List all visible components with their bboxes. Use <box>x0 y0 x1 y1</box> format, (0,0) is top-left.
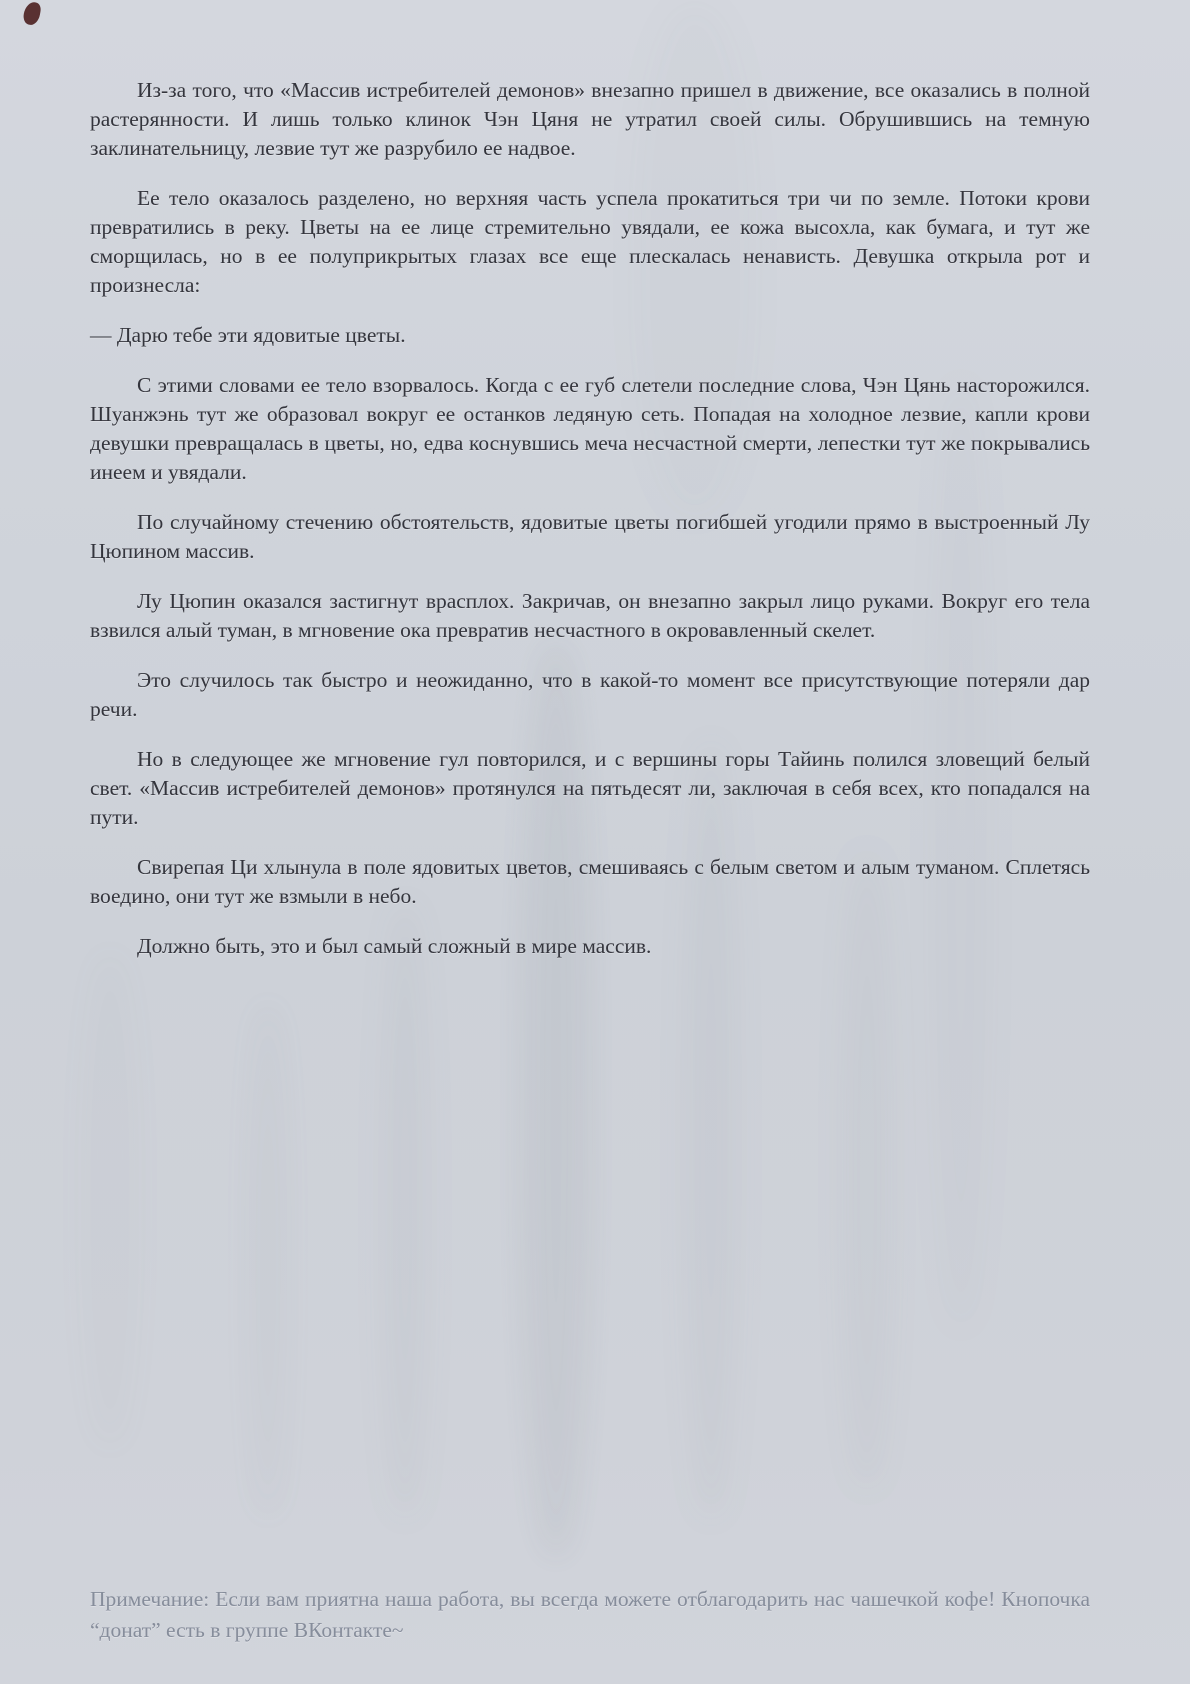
background-streak <box>80 950 140 1450</box>
paragraph: Лу Цюпин оказался застигнут врасплох. Закричав, он внезапно закрыл лицо руками. Вокруг его тела взвился алый туман, в мгновение ока превратив несчастного в окровавленный скелет. <box>90 589 1090 642</box>
paragraph: По случайному стечению обстоятельств, ядовитые цветы погибшей угодили прямо в выстроенный Лу Цюпином массив. <box>90 510 1090 563</box>
paragraph: Ее тело оказалось разделено, но верхняя часть успела прокатиться три чи по земле. Потоки крови превратились в реку. Цветы на ее лице стремительно увядали, ее кожа высохла, как бумага, и тут же сморщилась, но в ее полуприкрытых глазах все еще плескалась ненависть. Девушка открыла рот и произнесла: <box>90 186 1090 297</box>
background-streak <box>248 1000 288 1520</box>
paragraph: Это случилось так быстро и неожиданно, что в какой-то момент все присутствующие потеряли дар речи. <box>90 668 1090 721</box>
paragraph: Свирепая Ци хлынула в поле ядовитых цветов, смешиваясь с белым светом и алым туманом. Сплетясь воедино, они тут же взмыли в небо. <box>90 855 1090 908</box>
chapter-text <box>90 76 1090 982</box>
translator-note: Примечание: Если вам приятна наша работа, вы всегда можете отблагодарить нас чашечкой кофе! Кнопочка “донат” есть в группе ВКонтакте~ <box>90 1587 1090 1642</box>
paragraph: С этими словами ее тело взорвалось. Когда с ее губ слетели последние слова, Чэн Цянь насторожился. Шуанжэнь тут же образовал вокруг ее останков ледяную сеть. Попадая на холодное лезвие, капли крови девушки превращалась в цветы, но, едва коснувшись меча несчастной смерти, лепестки тут же покрывались инеем и увядали. <box>90 373 1090 484</box>
paragraph: Из-за того, что «Массив истребителей демонов» внезапно пришел в движение, все оказались в полной растерянности. И лишь только клинок Чэн Цяня не утратил своей силы. Обрушившись на темную заклинательницу, лезвие тут же разрубило ее надвое. <box>90 78 1090 160</box>
background-streak <box>382 900 428 1520</box>
page-corner-mark <box>22 1 42 26</box>
paragraph: Но в следующее же мгновение гул повторился, и с вершины горы Тайинь полился зловещий белый свет. «Массив истребителей демонов» протянулся на пятьдесят ли, заключая в себя всех, кто попадался на пути. <box>90 747 1090 829</box>
dialogue-line: — Дарю тебе эти ядовитые цветы. <box>90 323 406 347</box>
paragraph: Должно быть, это и был самый сложный в мире массив. <box>137 934 652 958</box>
